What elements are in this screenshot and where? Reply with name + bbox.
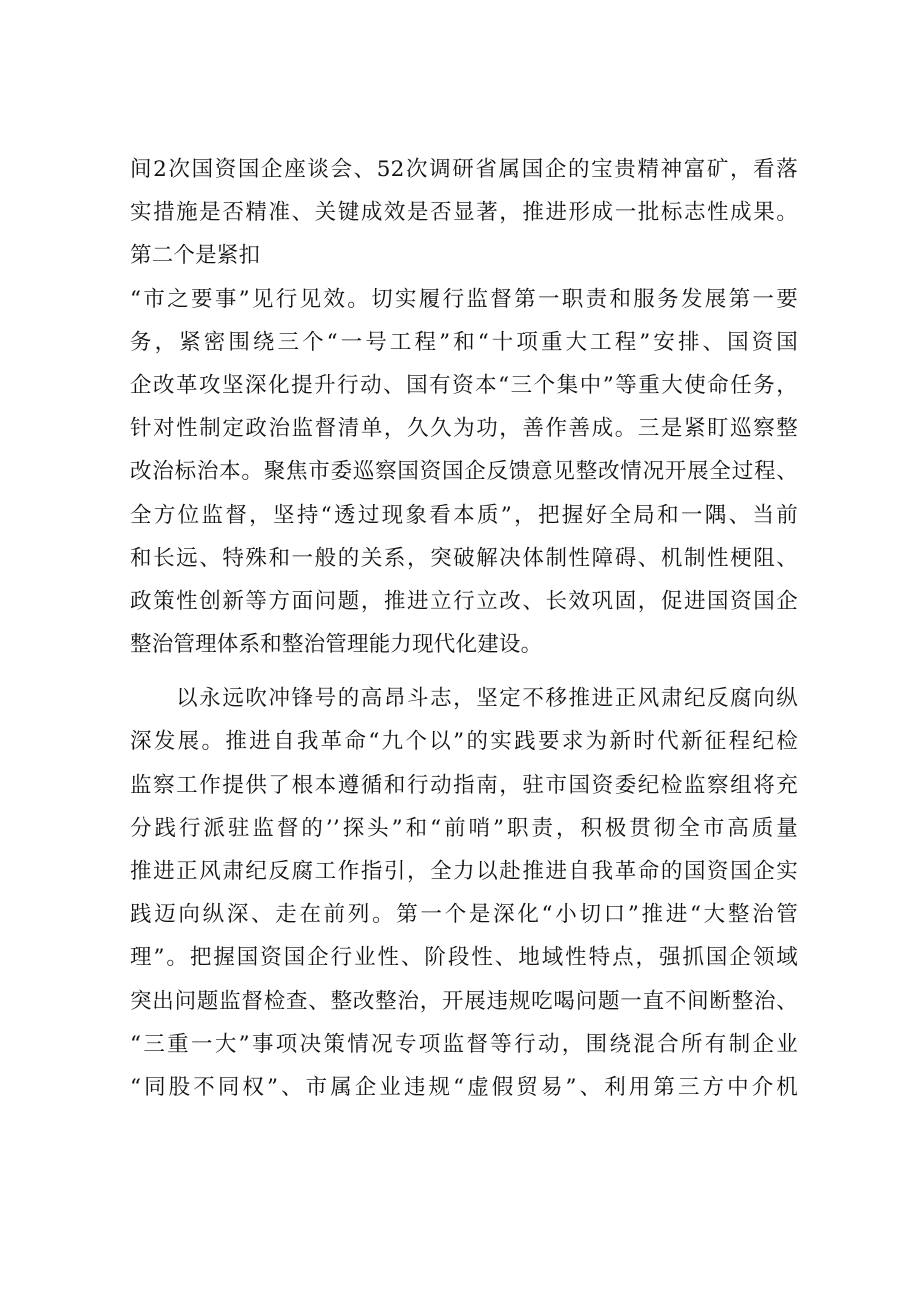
text-line: 监察工作提供了根本遵循和行动指南，驻市国资委纪检监察组将充 (130, 772, 798, 798)
text-line: 整治管理体系和整治管理能力现代化建设。 (130, 632, 543, 658)
text-line: “同股不同权”、市属企业违规“虚假贸易”、利用第三方中介机 (130, 1074, 798, 1100)
text-line: 间2次国资国企座谈会、52次调研省属国企的宝贵精神富矿，看落 (130, 157, 798, 182)
text-line: 企改革攻坚深化提升行动、国有资本“三个集中”等重大使命任务， (130, 372, 798, 398)
text-line: 政策性创新等方面问题，推进立行立改、长效巩固，促进国资国企 (130, 588, 798, 614)
text-line: “市之要事”见行见效。切实履行监督第一职责和服务发展第一要 (130, 286, 798, 312)
text-line: 突出问题监督检查、整改整治，开展违规吃喝问题一直不间断整治、 (130, 988, 798, 1014)
text-line: 第二个是紧扣 (130, 243, 261, 269)
text-line: 理”。把握国资国企行业性、阶段性、地域性特点，强抓国企领域 (130, 945, 798, 971)
text-line: 全方位监督，坚持“透过现象看本质”，把握好全局和一隅、当前 (130, 502, 798, 528)
paragraph-spacer (130, 666, 798, 677)
paragraph-2 (130, 677, 798, 1109)
text-line: 分践行派驻监督的’’探头”和“前哨”职责，积极贯彻全市高质量 (130, 815, 798, 841)
document-body (130, 148, 798, 1109)
text-line: 以永远吹冲锋号的高昂斗志，坚定不移推进正风肃纪反腐向纵 (130, 686, 798, 712)
text-line: 和长远、特殊和一般的关系，突破解决体制性障碍、机制性梗阻、 (130, 545, 798, 571)
text-line: 深发展。推进自我革命“九个以”的实践要求为新时代新征程纪检 (130, 729, 798, 755)
text-line: 实措施是否精准、关键成效是否显著，推进形成一批标志性成果。 (130, 200, 798, 226)
paragraph-1 (130, 148, 798, 666)
text-line: 推进正风肃纪反腐工作指引，全力以赴推进自我革命的国资国企实 (130, 859, 798, 884)
text-line: 改治标治本。聚焦市委巡察国资国企反馈意见整改情况开展全过程、 (130, 459, 798, 485)
text-line: 践迈向纵深、走在前列。第一个是深化“小切口”推进“大整治管 (130, 902, 798, 928)
text-line: “三重一大”事项决策情况专项监督等行动，围绕混合所有制企业 (130, 1031, 798, 1057)
text-line: 务，紧密围绕三个“一号工程”和“十项重大工程”安排、国资国 (130, 329, 798, 355)
text-line: 针对性制定政治监督清单，久久为功，善作善成。三是紧盯巡察整 (130, 416, 798, 442)
